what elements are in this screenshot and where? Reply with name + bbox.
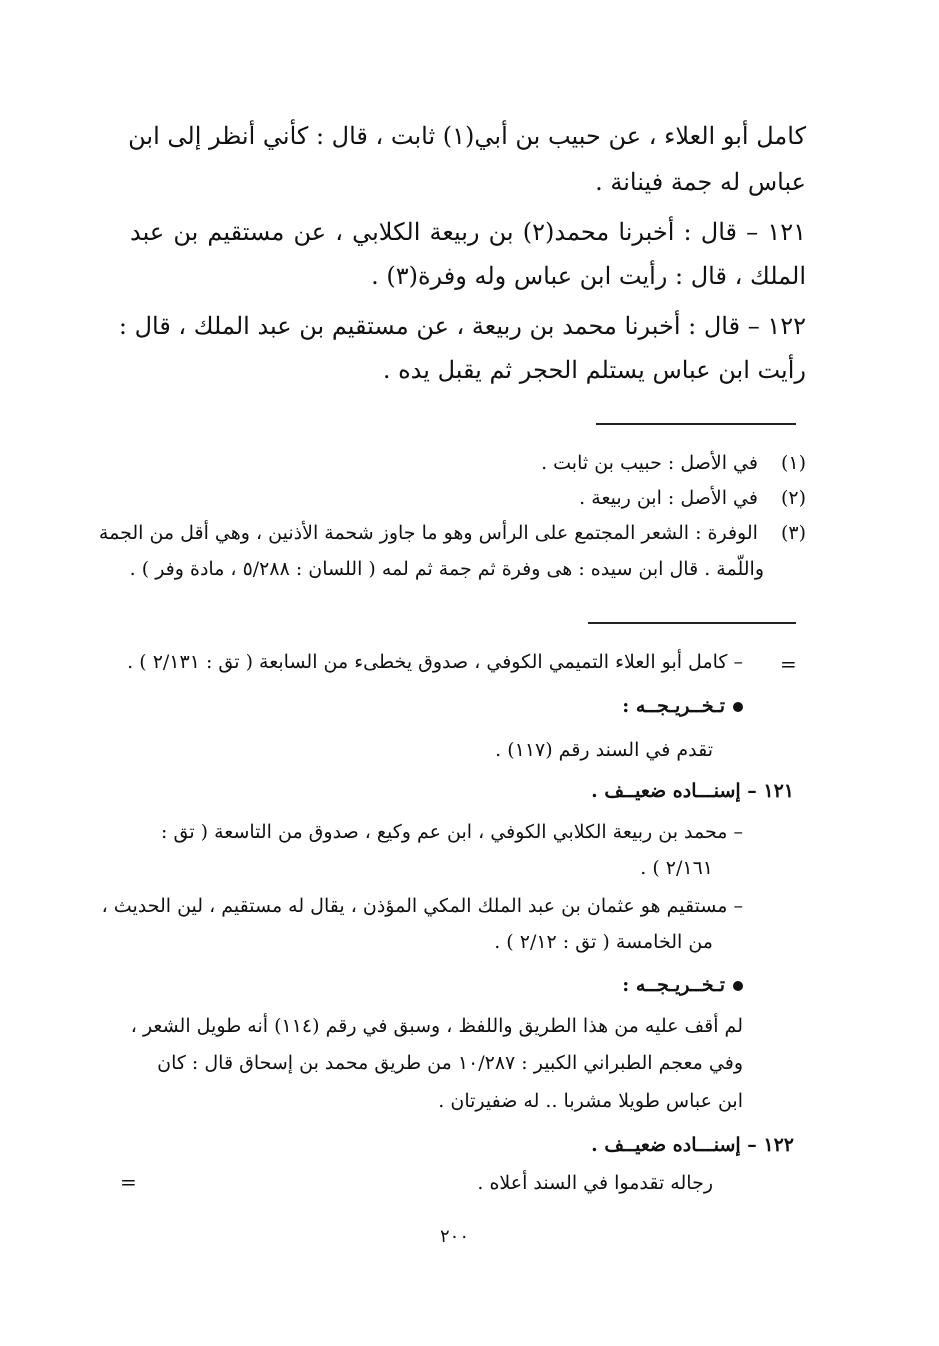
bullet-icon (733, 702, 743, 712)
comm-takhrij-t1: لم أقف عليه من هذا الطريق واللفظ ، وسبق في رقم (١١٤) أنه طويل الشعر ، (130, 1015, 743, 1037)
main-para1-line2: عباس له جمة فينانة . (595, 168, 806, 196)
takhrij-heading-1 (622, 697, 743, 716)
heading-122: ١٢٢ – إسنـــاده ضعيــف . (591, 1134, 794, 1156)
main-para2-line1: ١٢١ – قال : أخبرنا محمد(٢) بن ربيعة الكلابي ، عن مستقيم بن عبد (130, 218, 806, 246)
heading-121: ١٢١ – إسنـــاده ضعيــف . (591, 780, 794, 802)
end-mark: = (120, 1170, 137, 1194)
footnote-2 (130, 489, 806, 508)
footnote-3-line2: واللّمة . قال ابن سيده : هى وفرة ثم جمة ثم لمه ( اللسان : ٥/٢٨٨ ، مادة وفر ) . (129, 558, 764, 580)
footnote-3-text: الوفرة : الشعر المجتمع على الرأس وهو ما جاوز شحمة الأذنين ، وهي أقل من الجمة (98, 522, 758, 544)
takhrij-label-2: تـخــريـجــه : (622, 974, 725, 996)
takhrij-heading-2 (622, 976, 743, 995)
comm-121-b1: – مستقيم هو عثمان بن عبد الملك المكي المؤذن ، يقال له مستقيم ، لين الحديث ، (101, 895, 743, 917)
continuation-mark: = (780, 652, 797, 676)
main-para1-line1: كامل أبو العلاء ، عن حبيب بن أبي(١) ثابت ، قال : كأني أنظر إلى ابن (128, 122, 806, 150)
footnote-1 (130, 454, 806, 473)
main-para3-line1: ١٢٢ – قال : أخبرنا محمد بن ربيعة ، عن مستقيم بن عبد الملك ، قال : (118, 312, 806, 340)
footnote-1-text: في الأصل : حبيب بن ثابت . (541, 452, 758, 474)
main-para3-line2: رأيت ابن عباس يستلم الحجر ثم يقبل يده . (382, 356, 806, 384)
comm-takhrij-t3: ابن عباس طويلا مشربا .. له ضفيرتان . (438, 1090, 743, 1112)
main-para2-line2: الملك ، قال : رأيت ابن عباس وله وفرة(٣) . (371, 262, 806, 290)
footnote-1-num: (١) (780, 452, 806, 474)
comm-takhrij-t2: وفي معجم الطبراني الكبير : ١٠/٢٨٧ من طريق محمد بن إسحاق قال : كان (157, 1052, 743, 1074)
comm-121-a1: – محمد بن ربيعة الكلابي الكوفي ، ابن عم وكيع ، صدوق من التاسعة ( تق : (161, 821, 743, 843)
comm-121-a2: ٢/١٦١ ) . (640, 857, 713, 879)
takhrij-label-1: تـخــريـجــه : (622, 695, 725, 717)
comm-122: رجاله تقدموا في السند أعلاه . (477, 1172, 713, 1194)
footnote-3 (98, 522, 806, 544)
footnote-2-num: (٢) (780, 487, 806, 509)
footnote-3-num: (٣) (780, 522, 806, 544)
comm-line1: – كامل أبو العلاء التميمي الكوفي ، صدوق يخطىء من السابعة ( تق : ٢/١٣١ ) . (127, 651, 743, 673)
comm-line2: تقدم في السند رقم (١١٧) . (495, 739, 713, 761)
commentary-separator (588, 622, 796, 624)
page-number: ٢٠٠ (440, 1226, 470, 1247)
bullet-icon-2 (733, 981, 743, 991)
comm-121-b2: من الخامسة ( تق : ٢/١٢ ) . (494, 931, 713, 953)
footnote-separator (596, 423, 796, 425)
footnote-2-text: في الأصل : ابن ربيعة . (579, 487, 758, 509)
